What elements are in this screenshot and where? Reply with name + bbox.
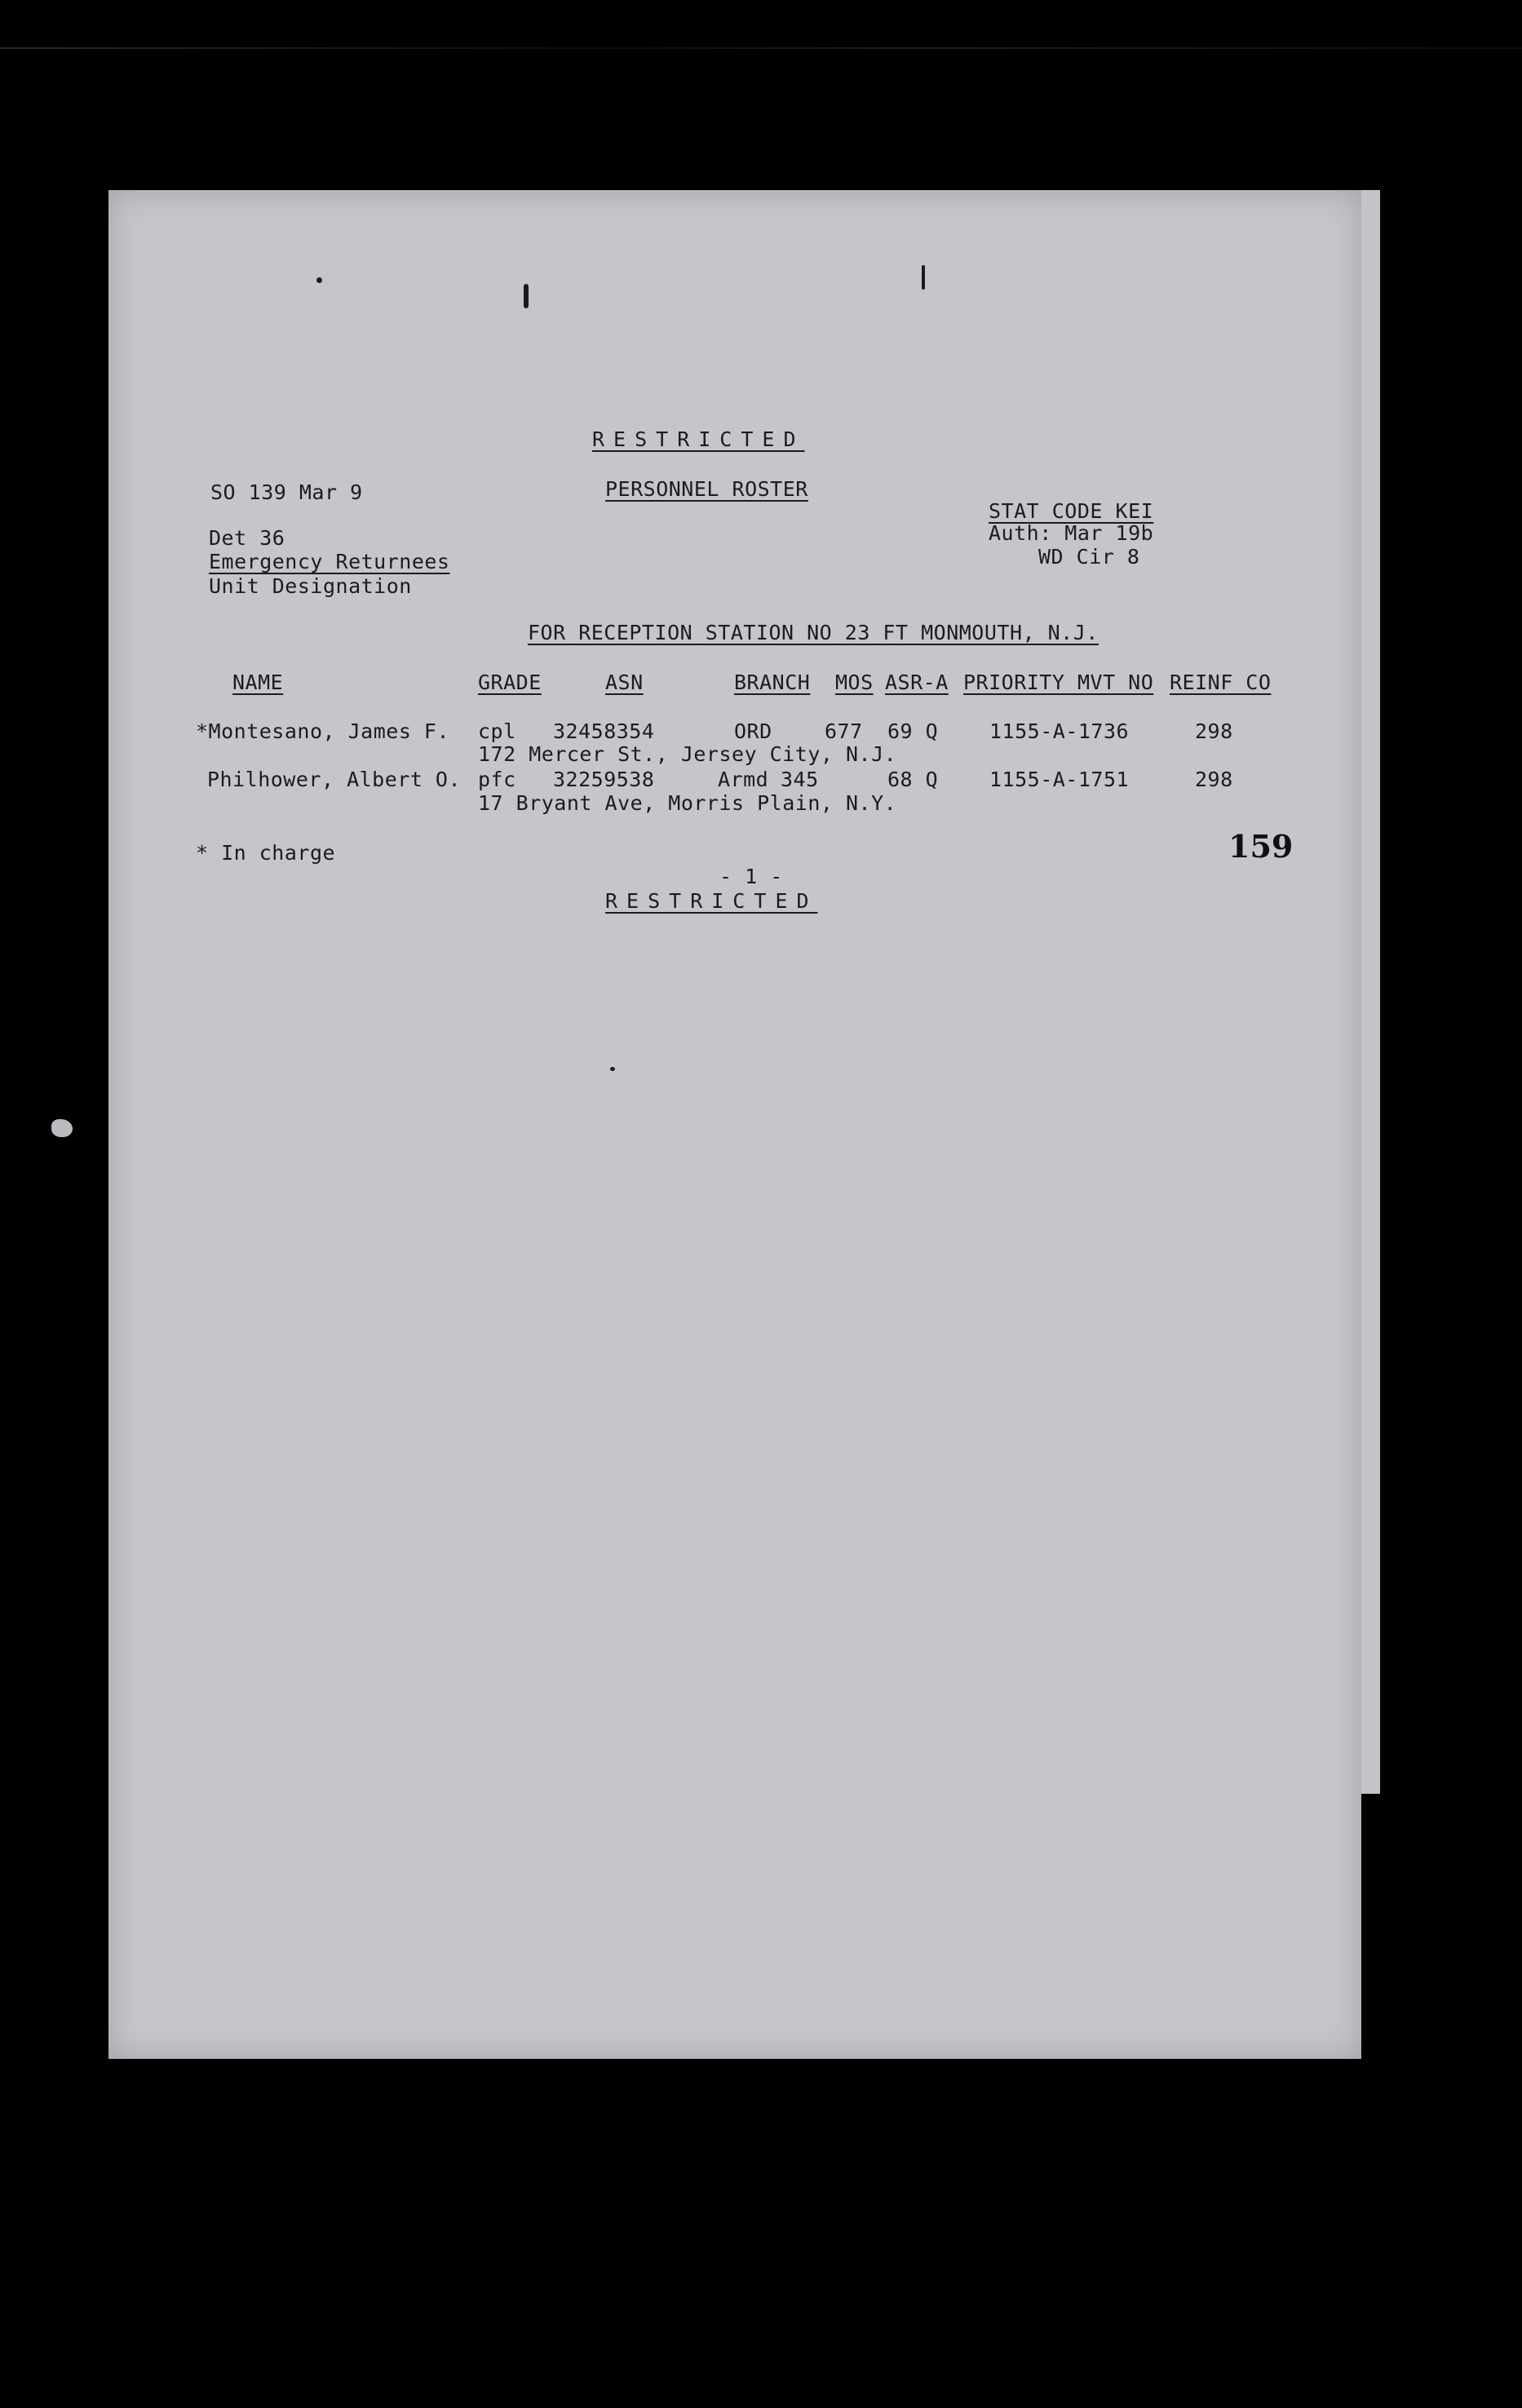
- row-grade: pfc: [478, 768, 516, 791]
- row-asn: 32458354: [553, 719, 655, 743]
- unit-name: Emergency Returnees: [209, 550, 450, 573]
- column-header-name: NAME: [232, 671, 284, 694]
- page-marker: - 1 -: [719, 865, 783, 888]
- row-asr: 68 Q: [887, 768, 939, 791]
- row-reinf: 298: [1195, 768, 1233, 791]
- unit-caption: Unit Designation: [209, 574, 412, 598]
- column-header-grade: GRADE: [478, 671, 542, 694]
- scan-edge: [0, 47, 1522, 49]
- column-header-mos: MOS: [835, 671, 874, 694]
- ink-speck: [922, 265, 925, 290]
- row-reinf: 298: [1195, 719, 1233, 743]
- row-mos: 345: [781, 768, 819, 791]
- column-header-asr: ASR-A: [885, 671, 949, 694]
- column-header-branch: BRANCH: [734, 671, 811, 694]
- row-grade: cpl: [478, 719, 516, 743]
- column-header-priority: PRIORITY MVT NO: [963, 671, 1154, 694]
- stat-code: STAT CODE KEI: [989, 499, 1154, 523]
- row-priority: 1155-A-1736: [989, 719, 1130, 743]
- detachment: Det 36: [209, 526, 285, 550]
- ink-speck: [610, 1067, 615, 1071]
- column-header-asn: ASN: [605, 671, 644, 694]
- row-asr: 69 Q: [887, 719, 939, 743]
- wd-circular: WD Cir 8: [1038, 545, 1140, 569]
- classification-bottom: RESTRICTED: [605, 889, 818, 913]
- authority: Auth: Mar 19b: [989, 521, 1154, 545]
- row-priority: 1155-A-1751: [989, 768, 1130, 791]
- row-branch: Armd: [718, 768, 769, 791]
- ink-speck: [316, 277, 322, 283]
- ink-speck: [524, 284, 529, 308]
- row-name: *Montesano, James F.: [196, 719, 450, 743]
- in-charge-note: * In charge: [196, 841, 336, 865]
- row-address: 17 Bryant Ave, Morris Plain, N.Y.: [478, 791, 897, 815]
- column-header-reinf: REINF CO: [1170, 671, 1272, 694]
- row-address: 172 Mercer St., Jersey City, N.J.: [478, 742, 897, 766]
- row-mos: 677: [825, 719, 863, 743]
- order-reference: SO 139 Mar 9: [210, 480, 363, 504]
- row-asn: 32259538: [553, 768, 655, 791]
- page-title: PERSONNEL ROSTER: [605, 477, 808, 501]
- document-page: [108, 190, 1361, 2059]
- destination-line: FOR RECEPTION STATION NO 23 FT MONMOUTH, N.J.: [528, 621, 1099, 644]
- row-branch: ORD: [734, 719, 772, 743]
- classification-top: RESTRICTED: [592, 427, 805, 451]
- page-number: 159: [1228, 828, 1294, 865]
- ink-speck: [51, 1119, 73, 1137]
- row-name: Philhower, Albert O.: [207, 768, 462, 791]
